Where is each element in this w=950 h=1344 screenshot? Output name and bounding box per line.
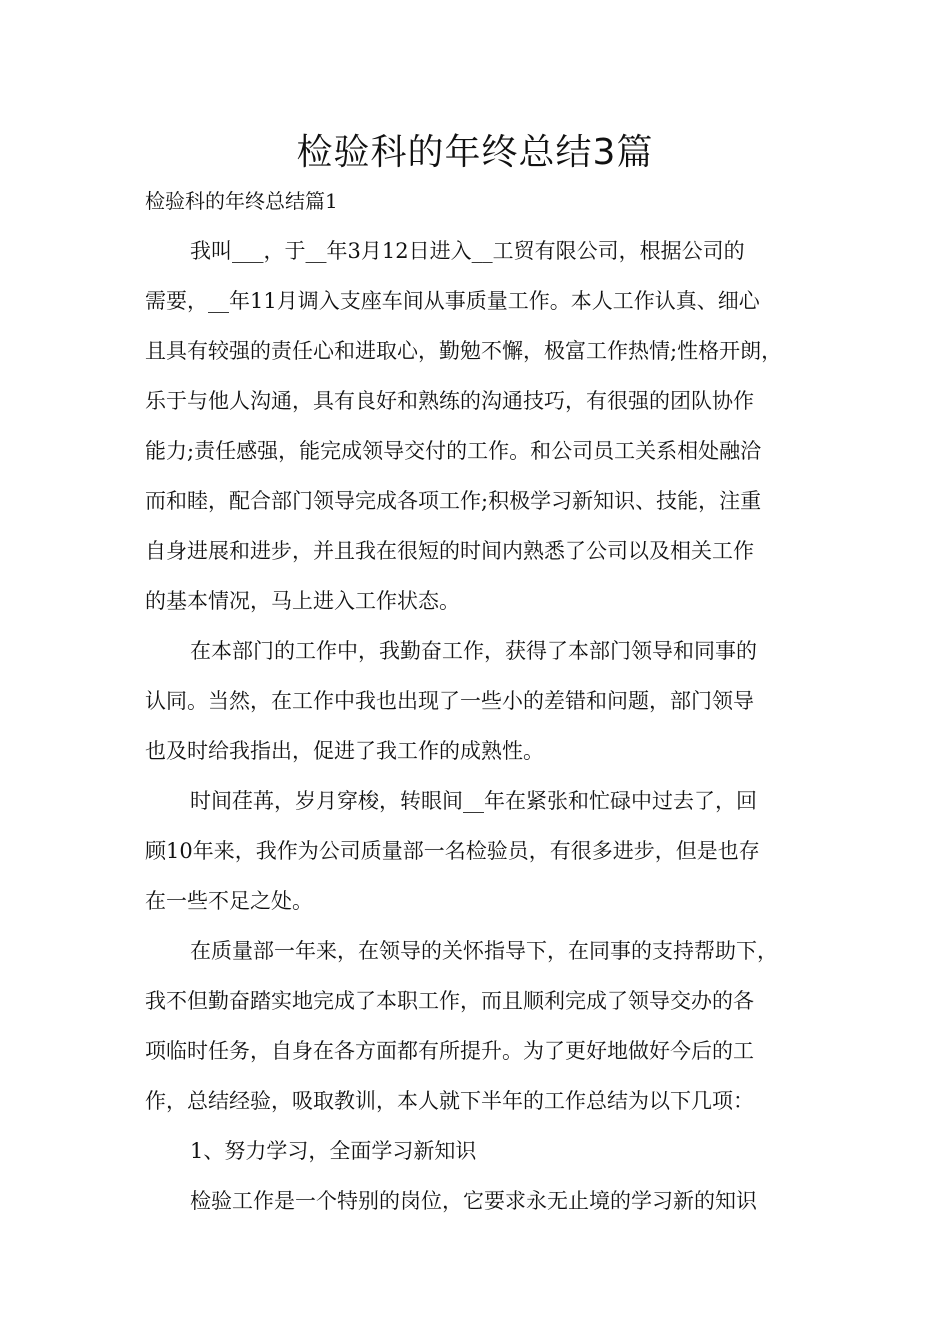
paragraph-line: 自身进展和进步，并且我在很短的时间内熟悉了公司以及相关工作 [145,539,754,563]
paragraph-line: 项临时任务，自身在各方面都有所提升。为了更好地做好今后的工 [145,1039,754,1063]
paragraph-line: 作，总结经验，吸取教训，本人就下半年的工作总结为以下几项： [145,1089,754,1113]
paragraph-line: 我不但勤奋踏实地完成了本职工作，而且顺利完成了领导交办的各 [145,989,754,1013]
paragraph-line: 在一些不足之处。 [145,889,313,913]
paragraph-line: 在质量部一年来，在领导的关怀指导下，在同事的支持帮助下， [190,939,778,963]
paragraph-line: 的基本情况，马上进入工作状态。 [145,589,460,613]
paragraph-line: 且具有较强的责任心和进取心，勤勉不懈，极富工作热情;性格开朗， [145,339,783,363]
paragraph-line: 时间荏苒，岁月穿梭，转眼间__年在紧张和忙碌中过去了，回 [190,789,757,813]
paragraph-line: 检验工作是一个特别的岗位，它要求永无止境的学习新的知识 [190,1189,757,1213]
paragraph-line: 顾10年来，我作为公司质量部一名检验员，有很多进步，但是也存 [145,839,760,863]
list-item-heading: 1、努力学习，全面学习新知识 [190,1139,477,1163]
paragraph-line: 在本部门的工作中，我勤奋工作，获得了本部门领导和同事的 [190,639,757,663]
paragraph-line: 认同。当然，在工作中我也出现了一些小的差错和问题，部门领导 [145,689,754,713]
paragraph-line: 需要，__年11月调入支座车间从事质量工作。本人工作认真、细心 [145,289,760,313]
paragraph-line: 能力;责任感强，能完成领导交付的工作。和公司员工关系相处融洽 [145,439,762,463]
section-heading: 检验科的年终总结篇1 [145,189,338,213]
paragraph-line: 乐于与他人沟通，具有良好和熟练的沟通技巧，有很强的团队协作 [145,389,754,413]
document-title: 检验科的年终总结3篇 [296,132,654,173]
paragraph-line: 也及时给我指出，促进了我工作的成熟性。 [145,739,544,763]
paragraph-line: 而和睦，配合部门领导完成各项工作;积极学习新知识、技能，注重 [145,489,762,513]
paragraph-line: 我叫___，于__年3月12日进入__工贸有限公司，根据公司的 [190,239,745,263]
